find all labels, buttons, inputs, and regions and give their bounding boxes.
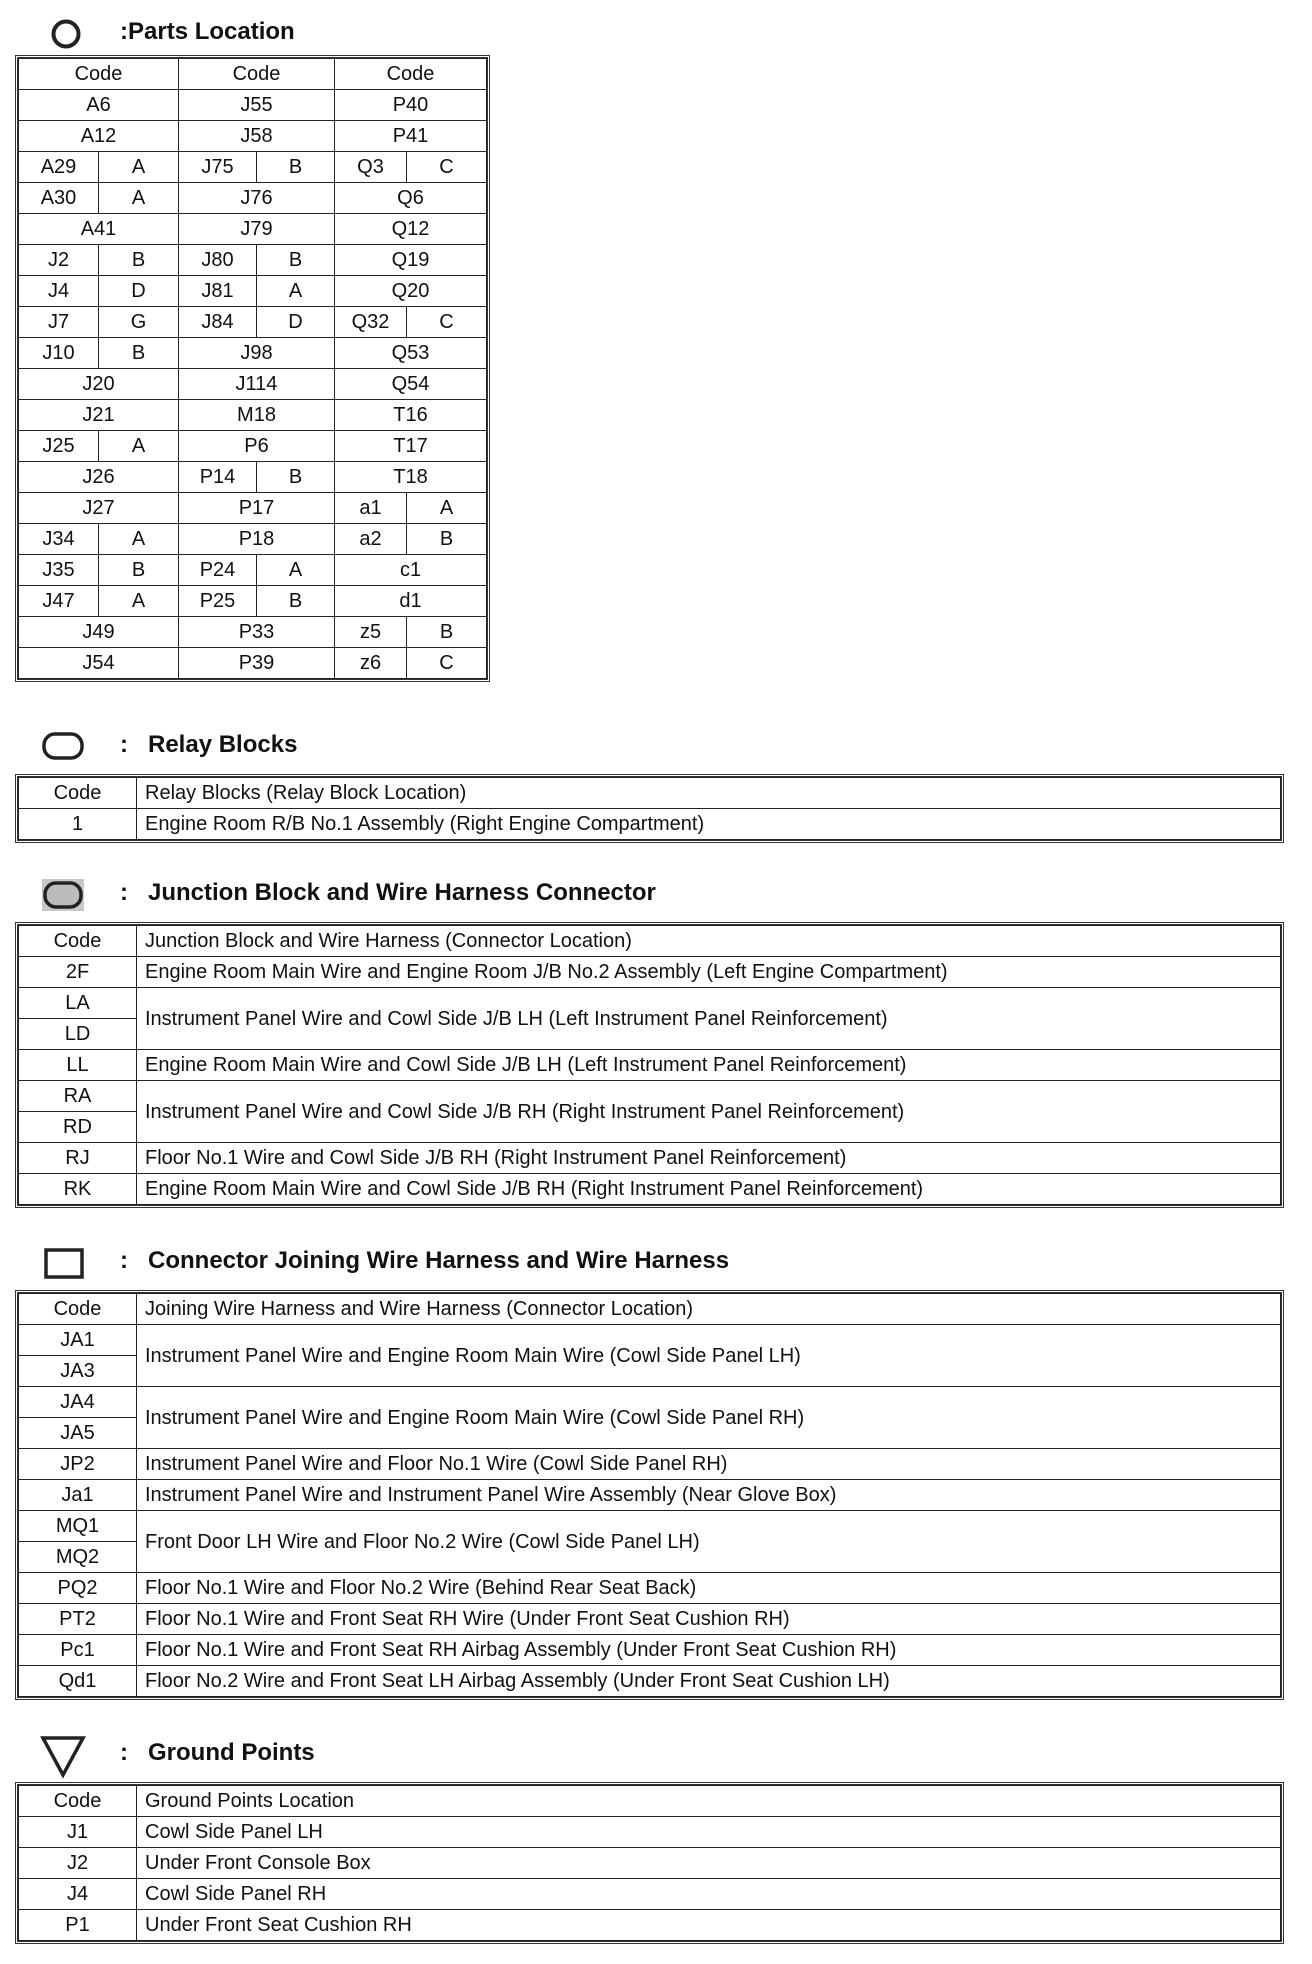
part-code-cell: c1 <box>335 555 487 586</box>
part-location-letter-cell: A <box>99 152 179 183</box>
connector-header <box>0 1243 1312 1283</box>
part-code-cell: Q3 <box>335 152 407 183</box>
code-cell: P1 <box>19 1910 137 1941</box>
part-code-cell: J75 <box>179 152 257 183</box>
part-code-cell: P33 <box>179 617 335 648</box>
part-code-cell: J79 <box>179 214 335 245</box>
ground-points-header <box>0 1735 1312 1775</box>
description-column-header: Relay Blocks (Relay Block Location) <box>137 778 1281 809</box>
description-column-header: Junction Block and Wire Harness (Connector Location) <box>137 926 1281 957</box>
part-code-cell: A12 <box>19 121 179 152</box>
part-code-cell: J25 <box>19 431 99 462</box>
table-row <box>19 400 487 431</box>
description-cell: Instrument Panel Wire and Engine Room Main Wire (Cowl Side Panel LH) <box>137 1325 1281 1387</box>
parts-location-colon: : <box>120 18 128 45</box>
table-row <box>19 1573 1281 1604</box>
table-row <box>19 1480 1281 1511</box>
part-code-cell: P6 <box>179 431 335 462</box>
description-cell: Floor No.1 Wire and Cowl Side J/B RH (Right Instrument Panel Reinforcement) <box>137 1143 1281 1174</box>
table-row <box>19 1449 1281 1480</box>
part-location-letter-cell: B <box>99 338 179 369</box>
code-cell: JA5 <box>19 1418 137 1449</box>
code-cell: RD <box>19 1112 137 1143</box>
part-code-cell: J114 <box>179 369 335 400</box>
table-header-row <box>19 926 1281 957</box>
description-cell: Engine Room Main Wire and Cowl Side J/B RH (Right Instrument Panel Reinforcement) <box>137 1174 1281 1205</box>
part-code-cell: A41 <box>19 214 179 245</box>
description-cell: Under Front Console Box <box>137 1848 1281 1879</box>
part-code-cell: J7 <box>19 307 99 338</box>
code-cell: LD <box>19 1019 137 1050</box>
part-code-cell: Q53 <box>335 338 487 369</box>
description-cell: Floor No.1 Wire and Front Seat RH Wire (Under Front Seat Cushion RH) <box>137 1604 1281 1635</box>
table-row <box>19 338 487 369</box>
table-row <box>19 1879 1281 1910</box>
part-code-cell: d1 <box>335 586 487 617</box>
part-location-letter-cell: G <box>99 307 179 338</box>
part-code-cell: a2 <box>335 524 407 555</box>
part-code-cell: Q32 <box>335 307 407 338</box>
code-cell: LL <box>19 1050 137 1081</box>
part-code-cell: T16 <box>335 400 487 431</box>
table-header-row <box>19 1786 1281 1817</box>
description-cell: Floor No.2 Wire and Front Seat LH Airbag Assembly (Under Front Seat Cushion LH) <box>137 1666 1281 1697</box>
part-code-cell: P41 <box>335 121 487 152</box>
table-row <box>19 586 487 617</box>
part-code-cell: J80 <box>179 245 257 276</box>
description-column-header: Ground Points Location <box>137 1786 1281 1817</box>
table-row <box>19 1050 1281 1081</box>
table-row <box>19 307 487 338</box>
part-location-letter-cell: A <box>257 555 335 586</box>
part-code-cell: J10 <box>19 338 99 369</box>
code-cell: RA <box>19 1081 137 1112</box>
circle-symbol-icon <box>46 16 86 52</box>
part-code-cell: P40 <box>335 90 487 121</box>
description-cell: Instrument Panel Wire and Engine Room Main Wire (Cowl Side Panel RH) <box>137 1387 1281 1449</box>
ground-points-table <box>18 1785 1281 1941</box>
part-code-cell: P39 <box>179 648 335 679</box>
relay-blocks-table <box>18 777 1281 840</box>
part-location-letter-cell: B <box>99 555 179 586</box>
part-location-letter-cell: A <box>99 183 179 214</box>
code-cell: J1 <box>19 1817 137 1848</box>
table-header-row <box>19 778 1281 809</box>
code-cell: J4 <box>19 1879 137 1910</box>
code-cell: PT2 <box>19 1604 137 1635</box>
code-cell: JA3 <box>19 1356 137 1387</box>
part-location-letter-cell: A <box>99 431 179 462</box>
part-code-cell: P25 <box>179 586 257 617</box>
part-code-cell: J35 <box>19 555 99 586</box>
part-code-cell: P14 <box>179 462 257 493</box>
part-code-cell: P24 <box>179 555 257 586</box>
table-row <box>19 524 487 555</box>
table-row <box>19 245 487 276</box>
part-code-cell: J4 <box>19 276 99 307</box>
part-code-cell: Q12 <box>335 214 487 245</box>
table-row <box>19 1635 1281 1666</box>
table-header-row <box>19 1294 1281 1325</box>
square-symbol-icon <box>40 1245 86 1281</box>
table-row <box>19 493 487 524</box>
table-row <box>19 555 487 586</box>
junction-block-title: Junction Block and Wire Harness Connector <box>148 879 656 906</box>
part-code-cell: J27 <box>19 493 179 524</box>
part-code-cell: J2 <box>19 245 99 276</box>
part-location-letter-cell: D <box>99 276 179 307</box>
shaded-rounded-rect-symbol-icon <box>40 877 86 913</box>
table-row <box>19 1817 1281 1848</box>
description-cell: Floor No.1 Wire and Front Seat RH Airbag Assembly (Under Front Seat Cushion RH) <box>137 1635 1281 1666</box>
code-column-header: Code <box>19 1294 137 1325</box>
part-location-letter-cell: A <box>407 493 487 524</box>
part-code-cell: A29 <box>19 152 99 183</box>
description-cell: Under Front Seat Cushion RH <box>137 1910 1281 1941</box>
code-column-header: Code <box>19 926 137 957</box>
connector-colon: : <box>120 1247 128 1274</box>
table-row <box>19 152 487 183</box>
part-location-letter-cell: B <box>257 462 335 493</box>
description-cell: Floor No.1 Wire and Floor No.2 Wire (Behind Rear Seat Back) <box>137 1573 1281 1604</box>
code-cell: PQ2 <box>19 1573 137 1604</box>
table-row <box>19 276 487 307</box>
description-cell: Front Door LH Wire and Floor No.2 Wire (Cowl Side Panel LH) <box>137 1511 1281 1573</box>
table-row <box>19 1511 1281 1542</box>
table-row <box>19 183 487 214</box>
part-code-cell: M18 <box>179 400 335 431</box>
part-code-cell: P18 <box>179 524 335 555</box>
table-row <box>19 957 1281 988</box>
part-code-cell: z6 <box>335 648 407 679</box>
code-cell: JA1 <box>19 1325 137 1356</box>
code-cell: J2 <box>19 1848 137 1879</box>
part-code-cell: J84 <box>179 307 257 338</box>
part-location-letter-cell: A <box>257 276 335 307</box>
column-header: Code <box>335 59 487 90</box>
part-location-letter-cell: A <box>99 586 179 617</box>
parts-location-table <box>18 58 487 679</box>
table-row <box>19 1143 1281 1174</box>
code-column-header: Code <box>19 778 137 809</box>
code-cell: JA4 <box>19 1387 137 1418</box>
junction-block-colon: : <box>120 879 128 906</box>
table-row <box>19 648 487 679</box>
description-cell: Engine Room R/B No.1 Assembly (Right Engine Compartment) <box>137 809 1281 840</box>
part-code-cell: J26 <box>19 462 179 493</box>
relay-blocks-title: Relay Blocks <box>148 731 298 758</box>
code-cell: 2F <box>19 957 137 988</box>
description-column-header: Joining Wire Harness and Wire Harness (Connector Location) <box>137 1294 1281 1325</box>
part-location-letter-cell: B <box>407 524 487 555</box>
connector-title: Connector Joining Wire Harness and Wire Harness <box>148 1247 730 1274</box>
part-code-cell: Q54 <box>335 369 487 400</box>
column-header: Code <box>179 59 335 90</box>
code-cell: RK <box>19 1174 137 1205</box>
table-row <box>19 1325 1281 1356</box>
description-cell: Instrument Panel Wire and Cowl Side J/B LH (Left Instrument Panel Reinforcement) <box>137 988 1281 1050</box>
code-cell: Ja1 <box>19 1480 137 1511</box>
parts-location-header <box>0 14 600 54</box>
code-cell: MQ1 <box>19 1511 137 1542</box>
table-row <box>19 809 1281 840</box>
junction-block-table <box>18 925 1281 1205</box>
part-code-cell: A6 <box>19 90 179 121</box>
description-cell: Instrument Panel Wire and Cowl Side J/B RH (Right Instrument Panel Reinforcement) <box>137 1081 1281 1143</box>
table-row <box>19 369 487 400</box>
part-location-letter-cell: A <box>99 524 179 555</box>
part-code-cell: J55 <box>179 90 335 121</box>
table-row <box>19 988 1281 1019</box>
triangle-symbol-icon <box>38 1733 88 1779</box>
table-row <box>19 617 487 648</box>
part-location-letter-cell: B <box>99 245 179 276</box>
code-cell: Qd1 <box>19 1666 137 1697</box>
table-row <box>19 1174 1281 1205</box>
part-code-cell: Q6 <box>335 183 487 214</box>
code-cell: MQ2 <box>19 1542 137 1573</box>
part-code-cell: T18 <box>335 462 487 493</box>
part-code-cell: Q20 <box>335 276 487 307</box>
part-code-cell: J81 <box>179 276 257 307</box>
part-code-cell: z5 <box>335 617 407 648</box>
part-location-letter-cell: C <box>407 152 487 183</box>
table-row <box>19 1081 1281 1112</box>
table-header-row <box>19 59 487 90</box>
code-column-header: Code <box>19 1786 137 1817</box>
parts-location-title: Parts Location <box>128 18 295 45</box>
table-row <box>19 214 487 245</box>
description-cell: Instrument Panel Wire and Floor No.1 Wire (Cowl Side Panel RH) <box>137 1449 1281 1480</box>
relay-blocks-header <box>0 727 1312 767</box>
column-header: Code <box>19 59 179 90</box>
description-cell: Cowl Side Panel LH <box>137 1817 1281 1848</box>
part-code-cell: J21 <box>19 400 179 431</box>
part-code-cell: Q19 <box>335 245 487 276</box>
part-code-cell: J20 <box>19 369 179 400</box>
code-cell: Pc1 <box>19 1635 137 1666</box>
description-cell: Engine Room Main Wire and Cowl Side J/B LH (Left Instrument Panel Reinforcement) <box>137 1050 1281 1081</box>
part-code-cell: P17 <box>179 493 335 524</box>
part-location-letter-cell: B <box>257 245 335 276</box>
connector-table <box>18 1293 1281 1697</box>
part-location-letter-cell: C <box>407 307 487 338</box>
part-code-cell: T17 <box>335 431 487 462</box>
part-code-cell: J98 <box>179 338 335 369</box>
table-row <box>19 1848 1281 1879</box>
part-location-letter-cell: B <box>257 152 335 183</box>
table-row <box>19 462 487 493</box>
part-code-cell: J76 <box>179 183 335 214</box>
ground-points-colon: : <box>120 1739 128 1766</box>
part-location-letter-cell: B <box>407 617 487 648</box>
table-row <box>19 1910 1281 1941</box>
code-cell: 1 <box>19 809 137 840</box>
part-code-cell: J54 <box>19 648 179 679</box>
table-row <box>19 431 487 462</box>
part-location-letter-cell: B <box>257 586 335 617</box>
code-cell: LA <box>19 988 137 1019</box>
part-code-cell: J58 <box>179 121 335 152</box>
part-location-letter-cell: D <box>257 307 335 338</box>
relay-blocks-colon: : <box>120 731 128 758</box>
code-cell: RJ <box>19 1143 137 1174</box>
ground-points-title: Ground Points <box>148 1739 315 1766</box>
table-row <box>19 1604 1281 1635</box>
part-code-cell: J49 <box>19 617 179 648</box>
part-code-cell: A30 <box>19 183 99 214</box>
part-code-cell: J34 <box>19 524 99 555</box>
table-row <box>19 1666 1281 1697</box>
description-cell: Cowl Side Panel RH <box>137 1879 1281 1910</box>
part-code-cell: J47 <box>19 586 99 617</box>
part-location-letter-cell: C <box>407 648 487 679</box>
part-code-cell: a1 <box>335 493 407 524</box>
code-cell: JP2 <box>19 1449 137 1480</box>
table-row <box>19 90 487 121</box>
junction-block-header <box>0 875 1312 915</box>
rounded-rect-symbol-icon <box>40 729 86 763</box>
table-row <box>19 1387 1281 1418</box>
description-cell: Engine Room Main Wire and Engine Room J/B No.2 Assembly (Left Engine Compartment) <box>137 957 1281 988</box>
table-row <box>19 121 487 152</box>
description-cell: Instrument Panel Wire and Instrument Panel Wire Assembly (Near Glove Box) <box>137 1480 1281 1511</box>
